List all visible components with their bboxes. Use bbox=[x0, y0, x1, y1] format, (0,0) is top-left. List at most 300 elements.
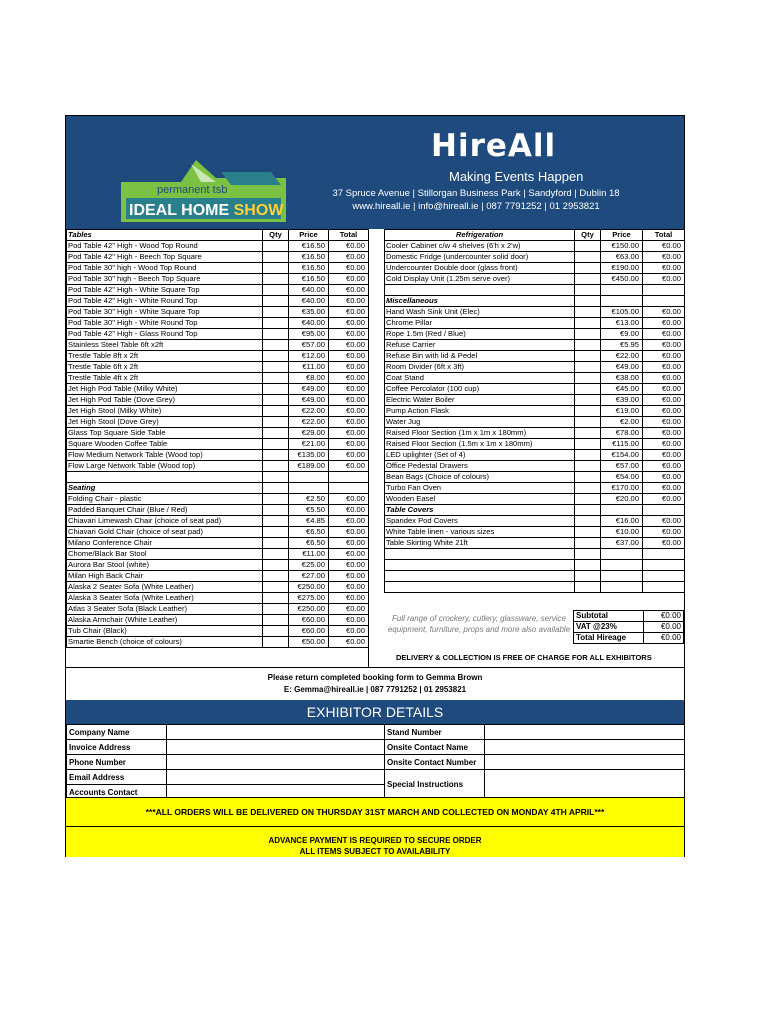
blank-cell bbox=[575, 285, 601, 296]
return-instructions bbox=[66, 667, 684, 700]
section-title: Seating bbox=[67, 483, 263, 494]
total-value[interactable]: €0.00 bbox=[644, 633, 684, 644]
section-title: Table Covers bbox=[385, 505, 575, 516]
item-total: €0.00 bbox=[329, 571, 369, 582]
item-row bbox=[385, 329, 685, 340]
item-row bbox=[385, 461, 685, 472]
qty-input[interactable] bbox=[263, 318, 289, 329]
qty-input[interactable] bbox=[575, 406, 601, 417]
item-price: €25.00 bbox=[289, 560, 329, 571]
item-row bbox=[67, 285, 369, 296]
item-price: €38.00 bbox=[601, 373, 643, 384]
item-total: €0.00 bbox=[329, 252, 369, 263]
item-price: €250.00 bbox=[289, 604, 329, 615]
item-total: €0.00 bbox=[643, 362, 685, 373]
qty-input[interactable] bbox=[263, 263, 289, 274]
item-name: Jet High Stool (Dove Grey) bbox=[67, 417, 263, 428]
qty-input[interactable] bbox=[263, 373, 289, 384]
qty-input[interactable] bbox=[263, 582, 289, 593]
item-name: Undercounter Double door (glass front) bbox=[385, 263, 575, 274]
qty-input[interactable] bbox=[575, 263, 601, 274]
qty-input[interactable] bbox=[263, 241, 289, 252]
exhibitor-details-title: EXHIBITOR DETAILS bbox=[66, 700, 684, 724]
qty-input[interactable] bbox=[575, 351, 601, 362]
item-price: €135.00 bbox=[289, 450, 329, 461]
item-row bbox=[67, 263, 369, 274]
item-total: €0.00 bbox=[643, 527, 685, 538]
item-total: €0.00 bbox=[329, 296, 369, 307]
section-title: Tables bbox=[67, 230, 263, 241]
item-total: €0.00 bbox=[329, 384, 369, 395]
item-row bbox=[67, 395, 369, 406]
item-name: Alaska 2 Seater Sofa (White Leather) bbox=[67, 582, 263, 593]
item-row bbox=[385, 362, 685, 373]
item-price: €19.00 bbox=[601, 406, 643, 417]
item-row bbox=[385, 274, 685, 285]
item-total: €0.00 bbox=[329, 318, 369, 329]
item-row bbox=[385, 538, 685, 549]
item-price: €49.00 bbox=[289, 384, 329, 395]
item-row bbox=[385, 373, 685, 384]
item-name: Bean Bags (Choice of colours) bbox=[385, 472, 575, 483]
qty-input[interactable] bbox=[263, 637, 289, 648]
item-total: €0.00 bbox=[643, 318, 685, 329]
qty-column-header: Qty bbox=[575, 230, 601, 241]
item-total: €0.00 bbox=[329, 395, 369, 406]
item-name: Pod Table 30" High - White Square Top bbox=[67, 307, 263, 318]
qty-input[interactable] bbox=[263, 494, 289, 505]
item-price: €45.00 bbox=[601, 384, 643, 395]
item-row bbox=[67, 252, 369, 263]
item-total: €0.00 bbox=[329, 582, 369, 593]
total-column-header bbox=[643, 296, 685, 307]
item-total: €0.00 bbox=[329, 494, 369, 505]
item-price: €40.00 bbox=[289, 285, 329, 296]
item-name: Pod Table 30" high - Beech Top Square bbox=[67, 274, 263, 285]
item-row bbox=[67, 428, 369, 439]
blank-cell bbox=[263, 472, 289, 483]
item-row bbox=[385, 252, 685, 263]
item-name: Refuse Carrier bbox=[385, 340, 575, 351]
company-name-field[interactable] bbox=[167, 725, 385, 740]
qty-input[interactable] bbox=[575, 307, 601, 318]
qty-column-header bbox=[575, 296, 601, 307]
blank-row bbox=[385, 582, 685, 593]
item-name: Pod Table 42" High - Wood Top Round bbox=[67, 241, 263, 252]
item-price: €170.00 bbox=[601, 483, 643, 494]
item-row bbox=[385, 494, 685, 505]
item-price: €2.50 bbox=[289, 494, 329, 505]
qty-column-header bbox=[575, 505, 601, 516]
item-price: €22.00 bbox=[601, 351, 643, 362]
blank-cell bbox=[575, 582, 601, 593]
section-title: Miscellaneous bbox=[385, 296, 575, 307]
item-price: €11.00 bbox=[289, 362, 329, 373]
availability-text: ALL ITEMS SUBJECT TO AVAILABILITY bbox=[299, 847, 451, 856]
item-price: €16.50 bbox=[289, 263, 329, 274]
item-price: €60.00 bbox=[289, 615, 329, 626]
item-row bbox=[385, 395, 685, 406]
item-total: €0.00 bbox=[643, 395, 685, 406]
item-row bbox=[67, 296, 369, 307]
qty-input[interactable] bbox=[575, 329, 601, 340]
invoice-address-label: Invoice Address bbox=[67, 740, 167, 755]
blank-cell bbox=[67, 472, 263, 483]
item-name: Raised Floor Section (1.5m x 1m x 180mm) bbox=[385, 439, 575, 450]
qty-input[interactable] bbox=[575, 395, 601, 406]
qty-input[interactable] bbox=[575, 362, 601, 373]
item-name: LED uplighter (Set of 4) bbox=[385, 450, 575, 461]
qty-input[interactable] bbox=[575, 461, 601, 472]
item-total: €0.00 bbox=[329, 263, 369, 274]
item-row bbox=[67, 626, 369, 637]
delivery-dates-notice: ***ALL ORDERS WILL BE DELIVERED ON THURSDAY 31ST MARCH AND COLLECTED ON MONDAY 4TH APRIL*** bbox=[145, 807, 605, 817]
delivery-note: DELIVERY & COLLECTION IS FREE OF CHARGE FOR ALL EXHIBITORS bbox=[396, 653, 652, 662]
qty-input[interactable] bbox=[263, 329, 289, 340]
blank-cell bbox=[385, 571, 575, 582]
qty-input[interactable] bbox=[263, 296, 289, 307]
item-row bbox=[385, 472, 685, 483]
qty-input[interactable] bbox=[575, 538, 601, 549]
item-name: Trestle Table 4ft x 2ft bbox=[67, 373, 263, 384]
item-total: €0.00 bbox=[329, 373, 369, 384]
item-name: Pod Table 42" High - White Round Top bbox=[67, 296, 263, 307]
item-name: Square Wooden Coffee Table bbox=[67, 439, 263, 450]
blank-cell bbox=[289, 472, 329, 483]
qty-input[interactable] bbox=[575, 340, 601, 351]
item-name: Cold Display Unit (1.25m serve over) bbox=[385, 274, 575, 285]
qty-input[interactable] bbox=[263, 571, 289, 582]
advance-payment-text: ADVANCE PAYMENT IS REQUIRED TO SECURE ORDER bbox=[268, 836, 482, 845]
item-row bbox=[67, 560, 369, 571]
item-row bbox=[385, 263, 685, 274]
special-instructions-field[interactable] bbox=[485, 770, 685, 800]
right-item-table bbox=[384, 229, 685, 593]
qty-input[interactable] bbox=[263, 560, 289, 571]
item-name: Milano Conference Chair bbox=[67, 538, 263, 549]
item-row bbox=[67, 384, 369, 395]
blank-cell bbox=[575, 549, 601, 560]
item-total: €0.00 bbox=[329, 417, 369, 428]
item-total: €0.00 bbox=[329, 340, 369, 351]
notice-banner bbox=[66, 797, 684, 857]
blank-cell bbox=[385, 560, 575, 571]
item-name: Chiavari Limewash Chair (choice of seat pad) bbox=[67, 516, 263, 527]
blank-cell bbox=[385, 549, 575, 560]
qty-input[interactable] bbox=[575, 241, 601, 252]
item-price: €12.00 bbox=[289, 351, 329, 362]
stand-number-label: Stand Number bbox=[385, 725, 485, 740]
item-total: €0.00 bbox=[643, 428, 685, 439]
item-name: Domestic Fridge (undercounter solid door) bbox=[385, 252, 575, 263]
blank-cell bbox=[329, 472, 369, 483]
blank-cell bbox=[601, 571, 643, 582]
qty-input[interactable] bbox=[575, 472, 601, 483]
totals-table bbox=[573, 610, 684, 644]
order-form bbox=[65, 115, 685, 857]
qty-input[interactable] bbox=[263, 538, 289, 549]
phone-number-label: Phone Number bbox=[67, 755, 167, 770]
item-row bbox=[67, 461, 369, 472]
item-total: €0.00 bbox=[329, 241, 369, 252]
item-name: Cooler Cabinet c/w 4 shelves (6'h x 2'w) bbox=[385, 241, 575, 252]
item-row bbox=[67, 241, 369, 252]
qty-input[interactable] bbox=[575, 428, 601, 439]
qty-input[interactable] bbox=[575, 494, 601, 505]
item-total: €0.00 bbox=[643, 351, 685, 362]
qty-input[interactable] bbox=[263, 626, 289, 637]
item-row bbox=[67, 318, 369, 329]
accounts-contact-label: Accounts Contact bbox=[67, 785, 167, 800]
item-price: €54.00 bbox=[601, 472, 643, 483]
item-name: Milan High Back Chair bbox=[67, 571, 263, 582]
item-price: €57.00 bbox=[289, 340, 329, 351]
qty-input[interactable] bbox=[575, 527, 601, 538]
qty-input[interactable] bbox=[263, 274, 289, 285]
item-total: €0.00 bbox=[329, 549, 369, 560]
price-column-header: Price bbox=[601, 230, 643, 241]
item-row bbox=[67, 406, 369, 417]
item-name: Wooden Easel bbox=[385, 494, 575, 505]
item-price: €10.00 bbox=[601, 527, 643, 538]
qty-input[interactable] bbox=[263, 351, 289, 362]
qty-input[interactable] bbox=[263, 615, 289, 626]
item-price: €275.00 bbox=[289, 593, 329, 604]
item-total: €0.00 bbox=[329, 516, 369, 527]
item-price: €60.00 bbox=[289, 626, 329, 637]
qty-input[interactable] bbox=[263, 593, 289, 604]
item-row bbox=[67, 571, 369, 582]
item-name: Water Jug bbox=[385, 417, 575, 428]
qty-input[interactable] bbox=[575, 417, 601, 428]
item-total: €0.00 bbox=[643, 417, 685, 428]
total-label: Total Hireage bbox=[574, 633, 644, 644]
item-total: €0.00 bbox=[643, 274, 685, 285]
item-price: €63.00 bbox=[601, 252, 643, 263]
item-row bbox=[67, 439, 369, 450]
item-price: €11.00 bbox=[289, 549, 329, 560]
total-column-header: Total bbox=[643, 230, 685, 241]
qty-input[interactable] bbox=[263, 340, 289, 351]
item-name: Glass Top Square Side Table bbox=[67, 428, 263, 439]
qty-input[interactable] bbox=[263, 505, 289, 516]
qty-input[interactable] bbox=[263, 428, 289, 439]
item-price: €105.00 bbox=[601, 307, 643, 318]
blank-cell bbox=[643, 549, 685, 560]
item-row bbox=[385, 439, 685, 450]
item-name: Pod Table 30" High - White Round Top bbox=[67, 318, 263, 329]
item-total: €0.00 bbox=[329, 329, 369, 340]
item-name: Pod Table 42" High - White Square Top bbox=[67, 285, 263, 296]
blank-cell bbox=[643, 285, 685, 296]
item-total: €0.00 bbox=[643, 329, 685, 340]
item-row bbox=[67, 450, 369, 461]
blank-row bbox=[385, 571, 685, 582]
qty-input[interactable] bbox=[263, 406, 289, 417]
qty-input[interactable] bbox=[263, 384, 289, 395]
item-total: €0.00 bbox=[329, 406, 369, 417]
onsite-contact-name-field[interactable] bbox=[485, 740, 685, 755]
qty-column-header bbox=[263, 483, 289, 494]
subtotal-value[interactable]: €0.00 bbox=[644, 611, 684, 622]
qty-input[interactable] bbox=[263, 252, 289, 263]
qty-input[interactable] bbox=[263, 439, 289, 450]
blank-cell bbox=[601, 285, 643, 296]
item-name: Pod Table 42" High - Glass Round Top bbox=[67, 329, 263, 340]
item-row bbox=[67, 373, 369, 384]
item-total: €0.00 bbox=[329, 450, 369, 461]
email-address-field[interactable] bbox=[167, 770, 385, 785]
item-total: €0.00 bbox=[643, 450, 685, 461]
item-row bbox=[385, 406, 685, 417]
brand-name: HireAll bbox=[431, 128, 557, 164]
item-total: €0.00 bbox=[643, 241, 685, 252]
item-row bbox=[67, 307, 369, 318]
onsite-contact-name-label: Onsite Contact Name bbox=[385, 740, 485, 755]
item-row bbox=[67, 593, 369, 604]
blank-cell bbox=[601, 582, 643, 593]
item-row bbox=[385, 340, 685, 351]
phone-number-field[interactable] bbox=[167, 755, 385, 770]
payment-notice bbox=[66, 835, 684, 857]
qty-input[interactable] bbox=[575, 274, 601, 285]
item-name: Refuse Bin with lid & Pedel bbox=[385, 351, 575, 362]
qty-input[interactable] bbox=[263, 417, 289, 428]
item-row bbox=[67, 362, 369, 373]
item-name: Smartie Bench (choice of colours) bbox=[67, 637, 263, 648]
item-name: Folding Chair - plastic bbox=[67, 494, 263, 505]
item-row bbox=[67, 527, 369, 538]
item-total: €0.00 bbox=[329, 593, 369, 604]
onsite-contact-number-field[interactable] bbox=[485, 755, 685, 770]
item-price: €8.00 bbox=[289, 373, 329, 384]
item-price: €6.50 bbox=[289, 527, 329, 538]
price-column-header bbox=[601, 505, 643, 516]
item-price: €16.50 bbox=[289, 274, 329, 285]
item-total: €0.00 bbox=[643, 439, 685, 450]
item-price: €29.00 bbox=[289, 428, 329, 439]
item-price: €6.50 bbox=[289, 538, 329, 549]
qty-input[interactable] bbox=[263, 362, 289, 373]
price-column-header bbox=[601, 296, 643, 307]
item-total: €0.00 bbox=[643, 307, 685, 318]
qty-input[interactable] bbox=[575, 516, 601, 527]
qty-input[interactable] bbox=[263, 604, 289, 615]
item-row bbox=[385, 351, 685, 362]
qty-input[interactable] bbox=[263, 395, 289, 406]
qty-input[interactable] bbox=[263, 307, 289, 318]
item-total: €0.00 bbox=[643, 494, 685, 505]
item-price: €190.00 bbox=[601, 263, 643, 274]
item-total: €0.00 bbox=[329, 615, 369, 626]
item-name: Raised Floor Section (1m x 1m x 180mm) bbox=[385, 428, 575, 439]
item-row bbox=[67, 494, 369, 505]
item-name: Atlas 3 Seater Sofa (Black Leather) bbox=[67, 604, 263, 615]
item-total: €0.00 bbox=[329, 637, 369, 648]
item-price: €49.00 bbox=[289, 395, 329, 406]
qty-input[interactable] bbox=[263, 285, 289, 296]
item-price: €50.00 bbox=[289, 637, 329, 648]
item-name: Flow Large Network Table (Wood top) bbox=[67, 461, 263, 472]
item-total: €0.00 bbox=[329, 285, 369, 296]
company-address bbox=[266, 187, 686, 213]
total-column-header bbox=[329, 483, 369, 494]
qty-input[interactable] bbox=[263, 527, 289, 538]
item-total: €0.00 bbox=[643, 384, 685, 395]
item-total: €0.00 bbox=[643, 406, 685, 417]
left-item-table bbox=[66, 229, 369, 648]
item-total: €0.00 bbox=[329, 505, 369, 516]
qty-input[interactable] bbox=[263, 450, 289, 461]
footnote-text: Full range of crockery, cutlery, glassware, service equipment, furniture, props and more also available bbox=[387, 614, 571, 634]
item-row bbox=[67, 637, 369, 648]
blank-cell bbox=[643, 571, 685, 582]
stand-number-field[interactable] bbox=[485, 725, 685, 740]
item-row bbox=[385, 307, 685, 318]
invoice-address-field[interactable] bbox=[167, 740, 385, 755]
item-price: €95.00 bbox=[289, 329, 329, 340]
vat-value[interactable]: €0.00 bbox=[644, 622, 684, 633]
address-line: 37 Spruce Avenue | Stillorgan Business Park | Sandyford | Dublin 18 bbox=[332, 188, 620, 199]
item-total: €0.00 bbox=[329, 527, 369, 538]
item-row bbox=[385, 417, 685, 428]
item-row bbox=[67, 538, 369, 549]
header-banner bbox=[66, 116, 684, 229]
item-total: €0.00 bbox=[643, 472, 685, 483]
item-row bbox=[385, 527, 685, 538]
qty-input[interactable] bbox=[575, 439, 601, 450]
qty-input[interactable] bbox=[575, 483, 601, 494]
item-price: €22.00 bbox=[289, 406, 329, 417]
item-total: €0.00 bbox=[329, 538, 369, 549]
qty-input[interactable] bbox=[575, 450, 601, 461]
qty-input[interactable] bbox=[263, 516, 289, 527]
item-name: Stainless Steel Table 6ft x2ft bbox=[67, 340, 263, 351]
blank-cell bbox=[643, 582, 685, 593]
total-column-header: Total bbox=[329, 230, 369, 241]
qty-input[interactable] bbox=[575, 384, 601, 395]
item-name: Rope 1.5m (Red / Blue) bbox=[385, 329, 575, 340]
item-price: €13.00 bbox=[601, 318, 643, 329]
qty-input[interactable] bbox=[575, 373, 601, 384]
item-total: €0.00 bbox=[329, 439, 369, 450]
notice-divider bbox=[66, 826, 684, 827]
total-column-header bbox=[643, 505, 685, 516]
item-total: €0.00 bbox=[329, 362, 369, 373]
blank-cell bbox=[385, 285, 575, 296]
item-row bbox=[67, 329, 369, 340]
item-price: €16.50 bbox=[289, 241, 329, 252]
company-name-label: Company Name bbox=[67, 725, 167, 740]
item-price: €2.00 bbox=[601, 417, 643, 428]
qty-input[interactable] bbox=[575, 252, 601, 263]
item-total: €0.00 bbox=[329, 626, 369, 637]
qty-input[interactable] bbox=[263, 461, 289, 472]
qty-input[interactable] bbox=[575, 318, 601, 329]
item-name: Electric Water Boiler bbox=[385, 395, 575, 406]
item-price: €154.00 bbox=[601, 450, 643, 461]
special-instructions-label: Special Instructions bbox=[385, 770, 485, 800]
blank-cell bbox=[601, 560, 643, 571]
qty-input[interactable] bbox=[263, 549, 289, 560]
item-price: €5.95 bbox=[601, 340, 643, 351]
price-column-header: Price bbox=[289, 230, 329, 241]
item-name: Turbo Fan Oven bbox=[385, 483, 575, 494]
item-row bbox=[385, 241, 685, 252]
item-row bbox=[67, 615, 369, 626]
item-total: €0.00 bbox=[643, 340, 685, 351]
item-name: Table Skirting White 21ft bbox=[385, 538, 575, 549]
